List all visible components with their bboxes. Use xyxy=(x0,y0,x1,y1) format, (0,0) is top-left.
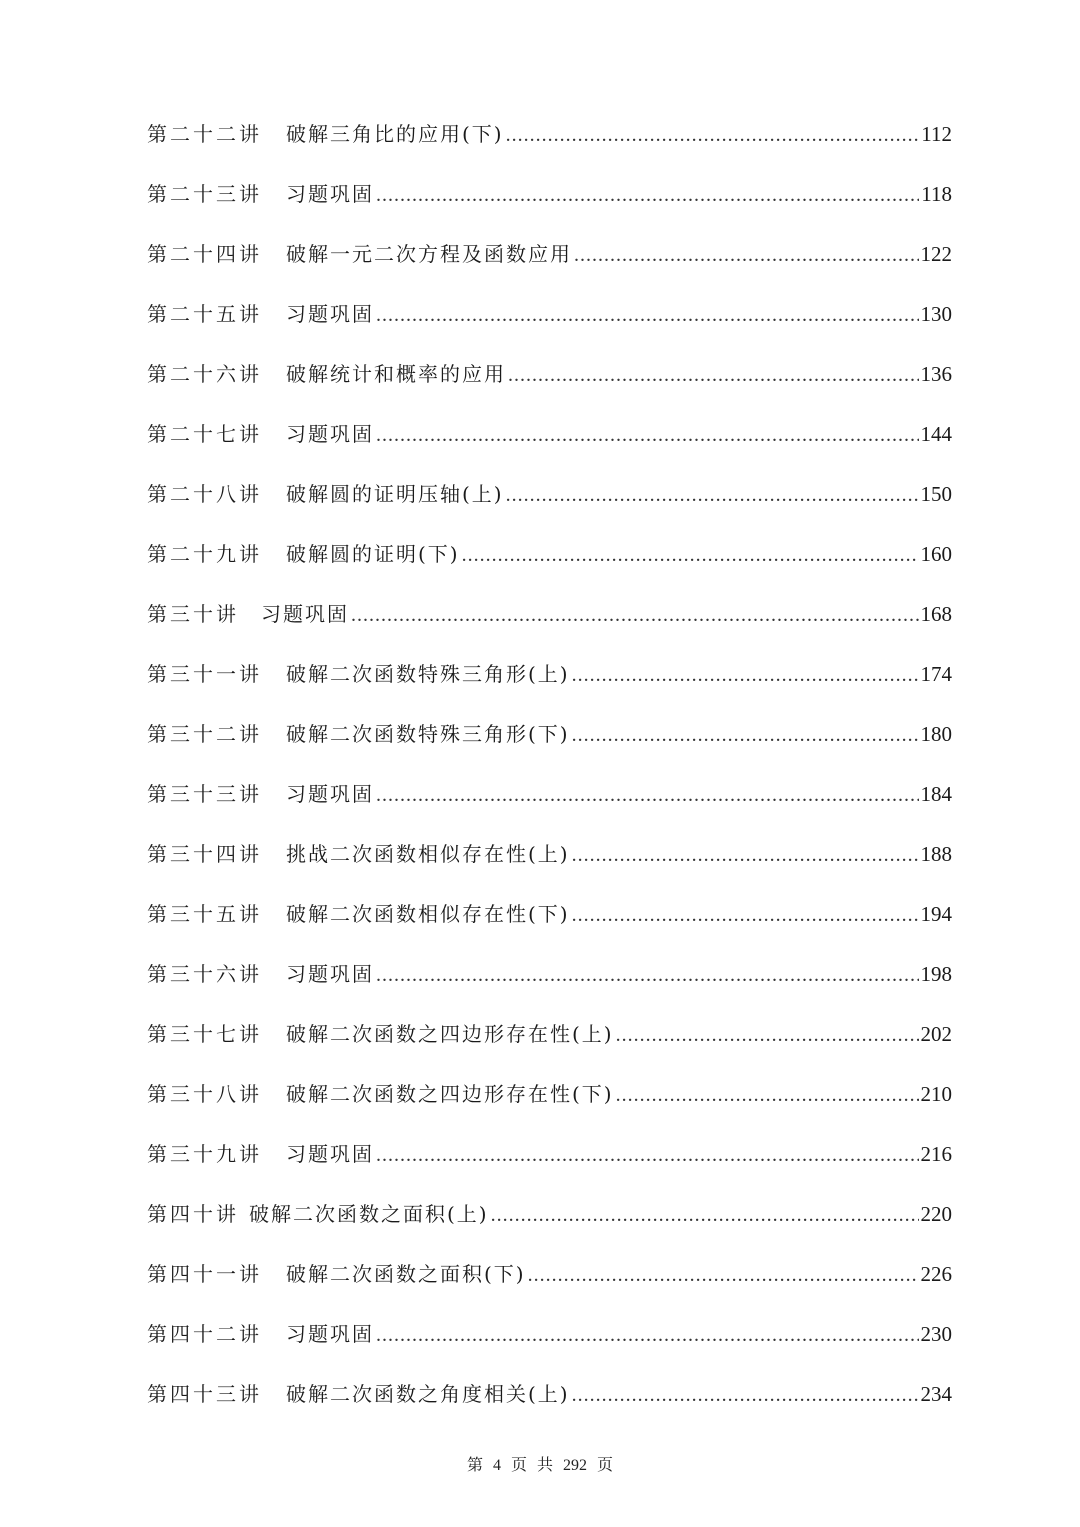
toc-entry[interactable] xyxy=(147,344,952,404)
page-footer: 第 4 页 共 292 页 xyxy=(466,1457,613,1474)
toc-chapter-number: 第三十九讲 xyxy=(147,1142,262,1166)
toc-entry[interactable] xyxy=(147,104,952,164)
toc-entry[interactable] xyxy=(147,1064,952,1124)
toc-entry[interactable] xyxy=(147,764,952,824)
toc-chapter-number: 第三十六讲 xyxy=(147,962,262,986)
toc-page-number: 130 xyxy=(920,302,952,326)
toc-page-number: 122 xyxy=(920,242,952,266)
toc-page-number: 168 xyxy=(920,602,952,626)
toc-dot-leader xyxy=(376,405,919,465)
table-of-contents xyxy=(147,104,952,1424)
toc-title: 破解二次函数之面积(上) xyxy=(249,1202,489,1226)
toc-chapter-number: 第三十四讲 xyxy=(147,842,262,866)
toc-entry[interactable] xyxy=(147,1124,952,1184)
toc-chapter-number: 第二十八讲 xyxy=(147,482,262,506)
toc-chapter-number: 第三十二讲 xyxy=(147,722,262,746)
toc-page-number: 118 xyxy=(921,182,952,206)
toc-page-number: 160 xyxy=(920,542,952,566)
toc-page-number: 144 xyxy=(920,422,952,446)
toc-dot-leader xyxy=(376,1125,919,1185)
toc-page-number: 210 xyxy=(920,1082,952,1106)
toc-dot-leader xyxy=(506,105,920,165)
toc-title: 习题巩固 xyxy=(286,422,374,446)
toc-title: 破解统计和概率的应用 xyxy=(286,362,506,386)
toc-page-number: 202 xyxy=(920,1022,952,1046)
toc-entry[interactable] xyxy=(147,524,952,584)
toc-dot-leader xyxy=(528,1245,919,1305)
toc-page-number: 216 xyxy=(920,1142,952,1166)
toc-dot-leader xyxy=(574,225,919,285)
toc-dot-leader xyxy=(508,345,919,405)
toc-entry[interactable] xyxy=(147,284,952,344)
toc-title: 破解圆的证明压轴(上) xyxy=(286,482,504,506)
toc-dot-leader xyxy=(376,945,919,1005)
toc-title: 破解一元二次方程及函数应用 xyxy=(286,242,572,266)
toc-title: 破解三角比的应用(下) xyxy=(286,122,504,146)
toc-dot-leader xyxy=(616,1065,919,1125)
toc-chapter-number: 第三十五讲 xyxy=(147,902,262,926)
toc-chapter-number: 第二十三讲 xyxy=(147,182,262,206)
toc-chapter-number: 第四十三讲 xyxy=(147,1382,262,1406)
toc-page-number: 136 xyxy=(920,362,952,386)
toc-entry[interactable] xyxy=(147,884,952,944)
toc-page-number: 174 xyxy=(920,662,952,686)
toc-chapter-number: 第三十三讲 xyxy=(147,782,262,806)
toc-title: 破解二次函数特殊三角形(下) xyxy=(286,722,570,746)
toc-title: 习题巩固 xyxy=(286,1322,374,1346)
toc-entry[interactable] xyxy=(147,1184,952,1244)
toc-dot-leader xyxy=(572,825,919,885)
toc-dot-leader xyxy=(572,705,919,765)
toc-page-number: 188 xyxy=(920,842,952,866)
toc-title: 破解圆的证明(下) xyxy=(286,542,460,566)
toc-dot-leader xyxy=(376,165,919,225)
toc-title: 挑战二次函数相似存在性(上) xyxy=(286,842,570,866)
toc-dot-leader xyxy=(572,885,919,945)
toc-chapter-number: 第三十八讲 xyxy=(147,1082,262,1106)
toc-entry[interactable] xyxy=(147,824,952,884)
toc-page-number: 226 xyxy=(920,1262,952,1286)
toc-entry[interactable] xyxy=(147,1364,952,1424)
toc-title: 习题巩固 xyxy=(261,602,349,626)
toc-chapter-number: 第二十七讲 xyxy=(147,422,262,446)
toc-entry[interactable] xyxy=(147,644,952,704)
toc-dot-leader xyxy=(572,1365,919,1425)
toc-page-number: 194 xyxy=(920,902,952,926)
toc-title: 习题巩固 xyxy=(286,782,374,806)
toc-title: 破解二次函数之角度相关(上) xyxy=(286,1382,570,1406)
toc-dot-leader xyxy=(376,1305,919,1365)
toc-entry[interactable] xyxy=(147,584,952,644)
toc-page-number: 184 xyxy=(920,782,952,806)
toc-dot-leader xyxy=(506,465,919,525)
toc-chapter-number: 第二十五讲 xyxy=(147,302,262,326)
toc-title: 破解二次函数之面积(下) xyxy=(286,1262,526,1286)
toc-chapter-number: 第三十七讲 xyxy=(147,1022,262,1046)
toc-entry[interactable] xyxy=(147,464,952,524)
toc-chapter-number: 第四十一讲 xyxy=(147,1262,262,1286)
toc-page-number: 180 xyxy=(920,722,952,746)
toc-title: 习题巩固 xyxy=(286,302,374,326)
toc-title: 习题巩固 xyxy=(286,182,374,206)
toc-entry[interactable] xyxy=(147,224,952,284)
toc-chapter-number: 第四十二讲 xyxy=(147,1322,262,1346)
toc-chapter-number: 第二十九讲 xyxy=(147,542,262,566)
toc-page-number: 198 xyxy=(920,962,952,986)
toc-entry[interactable] xyxy=(147,164,952,224)
toc-entry[interactable] xyxy=(147,704,952,764)
toc-dot-leader xyxy=(376,765,919,825)
toc-dot-leader xyxy=(351,585,919,645)
toc-chapter-number: 第三十一讲 xyxy=(147,662,262,686)
toc-dot-leader xyxy=(491,1185,919,1245)
toc-title: 破解二次函数相似存在性(下) xyxy=(286,902,570,926)
toc-entry[interactable] xyxy=(147,944,952,1004)
toc-dot-leader xyxy=(462,525,919,585)
toc-title: 习题巩固 xyxy=(286,962,374,986)
toc-title: 习题巩固 xyxy=(286,1142,374,1166)
toc-dot-leader xyxy=(376,285,919,345)
toc-page-number: 112 xyxy=(921,122,952,146)
toc-chapter-number: 第二十四讲 xyxy=(147,242,262,266)
toc-entry[interactable] xyxy=(147,1004,952,1064)
toc-title: 破解二次函数之四边形存在性(下) xyxy=(286,1082,614,1106)
toc-page-number: 230 xyxy=(920,1322,952,1346)
toc-chapter-number: 第三十讲 xyxy=(147,602,239,626)
toc-title: 破解二次函数特殊三角形(上) xyxy=(286,662,570,686)
toc-page-number: 234 xyxy=(920,1382,952,1406)
toc-chapter-number: 第二十六讲 xyxy=(147,362,262,386)
toc-dot-leader xyxy=(616,1005,919,1065)
toc-page-number: 150 xyxy=(920,482,952,506)
toc-entry[interactable] xyxy=(147,404,952,464)
toc-page-number: 220 xyxy=(920,1202,952,1226)
toc-dot-leader xyxy=(572,645,919,705)
toc-chapter-number: 第四十讲 xyxy=(147,1202,239,1226)
toc-entry[interactable] xyxy=(147,1304,952,1364)
toc-title: 破解二次函数之四边形存在性(上) xyxy=(286,1022,614,1046)
toc-chapter-number: 第二十二讲 xyxy=(147,122,262,146)
toc-entry[interactable] xyxy=(147,1244,952,1304)
